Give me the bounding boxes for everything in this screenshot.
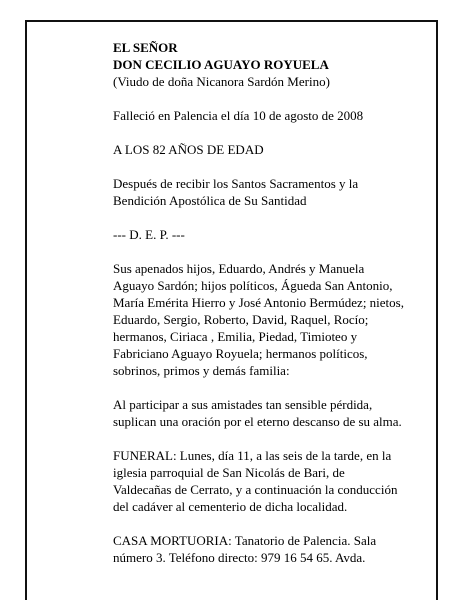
- funeral-line: iglesia parroquial de San Nicolás de Bari, de: [113, 465, 345, 480]
- page-border-left: [25, 20, 27, 600]
- family-line: Aguayo Sardón; hijos políticos, Águeda San Antonio,: [113, 278, 393, 293]
- funeral-line: FUNERAL: Lunes, día 11, a las seis de la tarde, en la: [113, 448, 392, 463]
- widower-note: (Viudo de doña Nicanora Sardón Merino): [113, 74, 330, 89]
- request-line: Al participar a sus amistades tan sensible pérdida,: [113, 397, 373, 412]
- mortuary-line: número 3. Teléfono directo: 979 16 54 65. Avda.: [113, 550, 366, 565]
- page-border-top: [25, 20, 438, 22]
- mortuary-line: CASA MORTUORIA: Tanatorio de Palencia. Sala: [113, 533, 377, 548]
- age-block: [113, 141, 423, 158]
- request-block: [113, 396, 423, 430]
- death-notice: [113, 107, 423, 124]
- funeral-line: Valdecañas de Cerrato, y a continuación la conducción: [113, 482, 398, 497]
- page-border-right: [436, 20, 438, 600]
- heading-title: EL SEÑOR: [113, 40, 178, 55]
- funeral-block: [113, 447, 423, 515]
- heading-block: [113, 39, 423, 90]
- sacraments-line: Bendición Apostólica de Su Santidad: [113, 193, 307, 208]
- funeral-line: del cadáver al cementerio de dicha localidad.: [113, 499, 348, 514]
- family-line: sobrinos, primos y demás familia:: [113, 363, 290, 378]
- age-text: A LOS 82 AÑOS DE EDAD: [113, 142, 264, 157]
- mortuary-block: [113, 532, 423, 566]
- family-block: [113, 260, 423, 379]
- death-notice-text: Falleció en Palencia el día 10 de agosto de 2008: [113, 108, 364, 123]
- sacraments-block: [113, 175, 423, 209]
- family-line: Eduardo, Sergio, Roberto, David, Raquel, Rocío;: [113, 312, 369, 327]
- rip-text: --- D. E. P. ---: [113, 227, 185, 242]
- rip-block: [113, 226, 423, 243]
- sacraments-line: Después de recibir los Santos Sacramentos y la: [113, 176, 359, 191]
- request-line: suplican una oración por el eterno descanso de su alma.: [113, 414, 402, 429]
- family-line: Sus apenados hijos, Eduardo, Andrés y Manuela: [113, 261, 365, 276]
- family-line: María Emérita Hierro y José Antonio Bermúdez; nietos,: [113, 295, 404, 310]
- family-line: Fabriciano Aguayo Royuela; hermanos políticos,: [113, 346, 368, 361]
- family-line: hermanos, Ciriaca , Emilia, Piedad, Timioteo y: [113, 329, 358, 344]
- obituary-text: [113, 39, 423, 583]
- deceased-name: DON CECILIO AGUAYO ROYUELA: [113, 57, 329, 72]
